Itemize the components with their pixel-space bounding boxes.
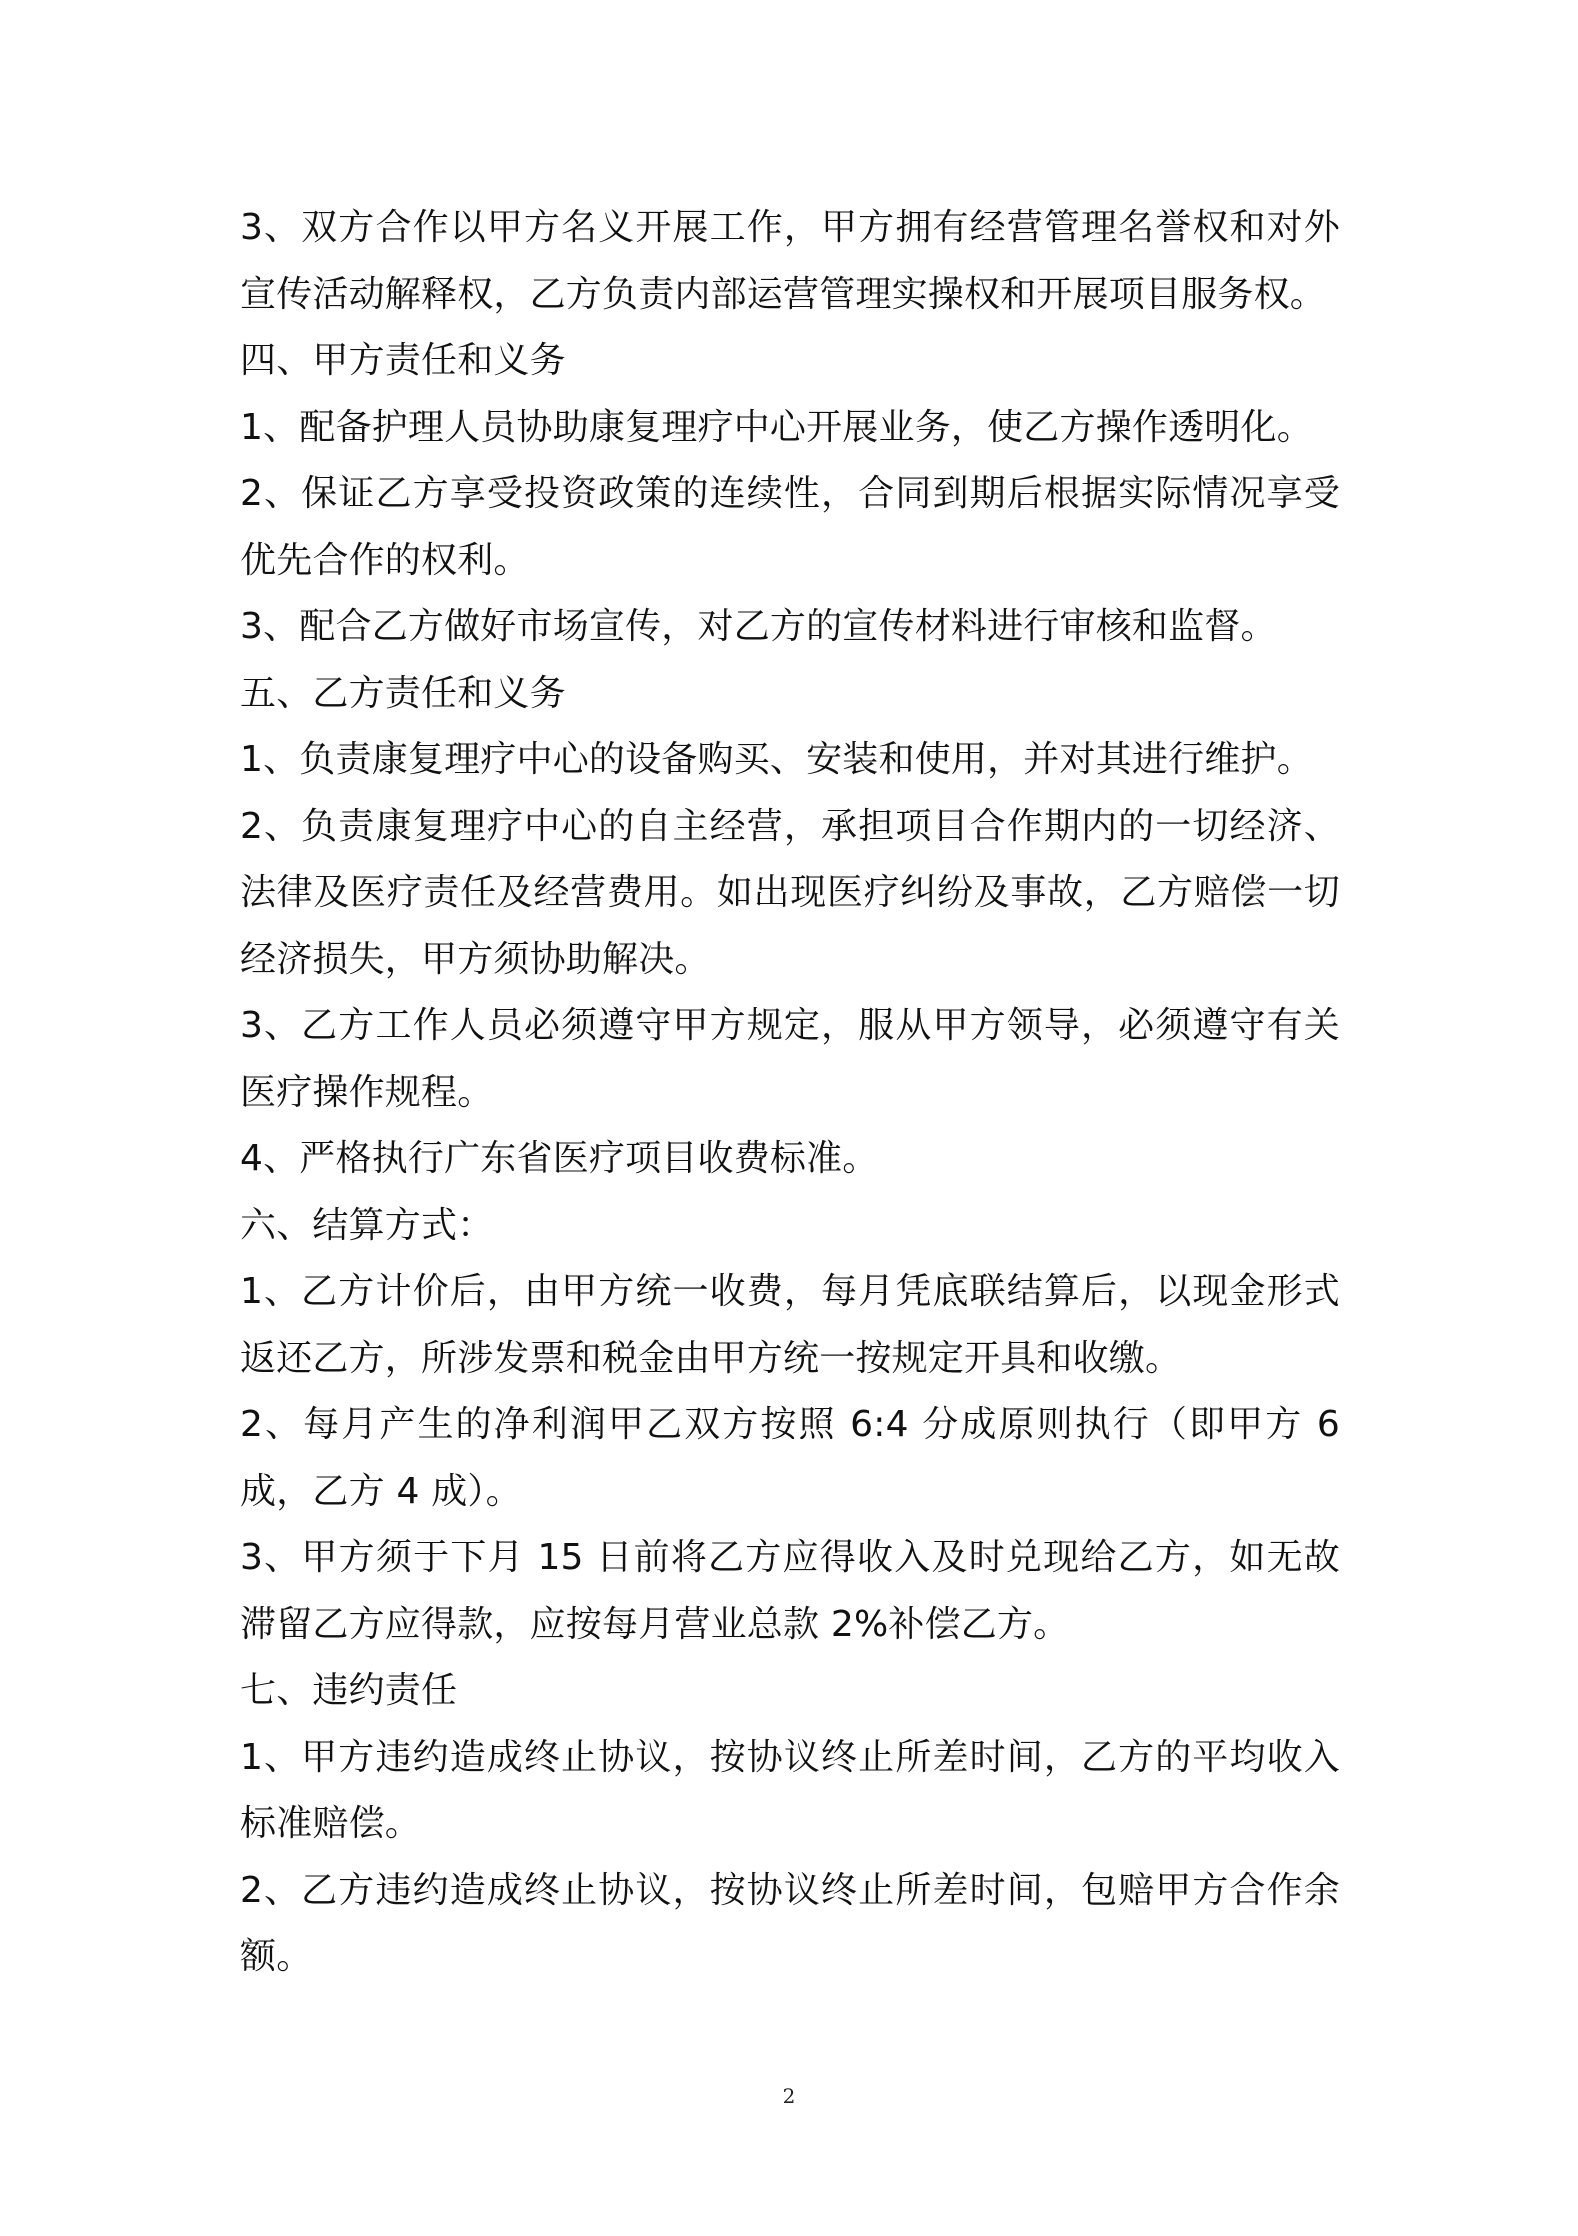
settlement-clause-1: 1、乙方计价后，由甲方统一收费，每月凭底联结算后，以现金形式返还乙方，所涉发票和税金由甲方统一按规定开具和收缴。 xyxy=(240,1271,1340,1379)
party-a-clause-3: 3、配合乙方做好市场宣传，对乙方的宣传材料进行审核和监督。 xyxy=(240,606,1277,647)
section-heading-party-a-duties: 四、甲方责任和义务 xyxy=(240,340,566,381)
party-b-clause-1: 1、负责康复理疗中心的设备购买、安装和使用，并对其进行维护。 xyxy=(240,739,1313,780)
party-b-clause-3: 3、乙方工作人员必须遵守甲方规定，服从甲方领导，必须遵守有关医疗操作规程。 xyxy=(240,1005,1340,1113)
breach-clause-2: 2、乙方违约造成终止协议，按协议终止所差时间，包赔甲方合作余额。 xyxy=(240,1869,1340,1977)
settlement-clause-2: 2、每月产生的净利润甲乙双方按照 6:4 分成原则执行（即甲方 6 成，乙方 4 成）。 xyxy=(240,1404,1340,1512)
page-number: 2 xyxy=(782,2084,796,2108)
document-body xyxy=(240,195,1340,1991)
breach-clause-1: 1、甲方违约造成终止协议，按协议终止所差时间，乙方的平均收入标准赔偿。 xyxy=(240,1736,1340,1844)
party-a-clause-1: 1、配备护理人员协助康复理疗中心开展业务，使乙方操作透明化。 xyxy=(240,406,1313,448)
party-a-clause-2: 2、保证乙方享受投资政策的连续性，合同到期后根据实际情况享受优先合作的权利。 xyxy=(240,473,1340,581)
settlement-clause-3: 3、甲方须于下月 15 日前将乙方应得收入及时兑现给乙方，如无故滞留乙方应得款，应按每月营业总款 2%补偿乙方。 xyxy=(240,1537,1340,1645)
clause-3-cooperation-rights: 3、双方合作以甲方名义开展工作，甲方拥有经营管理名誉权和对外宣传活动解释权，乙方负责内部运营管理实操权和开展项目服务权。 xyxy=(240,207,1340,315)
section-heading-breach-liability: 七、违约责任 xyxy=(240,1670,458,1711)
party-b-clause-4: 4、严格执行广东省医疗项目收费标准。 xyxy=(240,1138,879,1179)
section-heading-settlement: 六、结算方式： xyxy=(240,1204,494,1246)
section-heading-party-b-duties: 五、乙方责任和义务 xyxy=(240,672,566,714)
party-b-clause-2: 2、负责康复理疗中心的自主经营，承担项目合作期内的一切经济、法律及医疗责任及经营费用。如出现医疗纠纷及事故，乙方赔偿一切经济损失，甲方须协助解决。 xyxy=(240,805,1340,980)
